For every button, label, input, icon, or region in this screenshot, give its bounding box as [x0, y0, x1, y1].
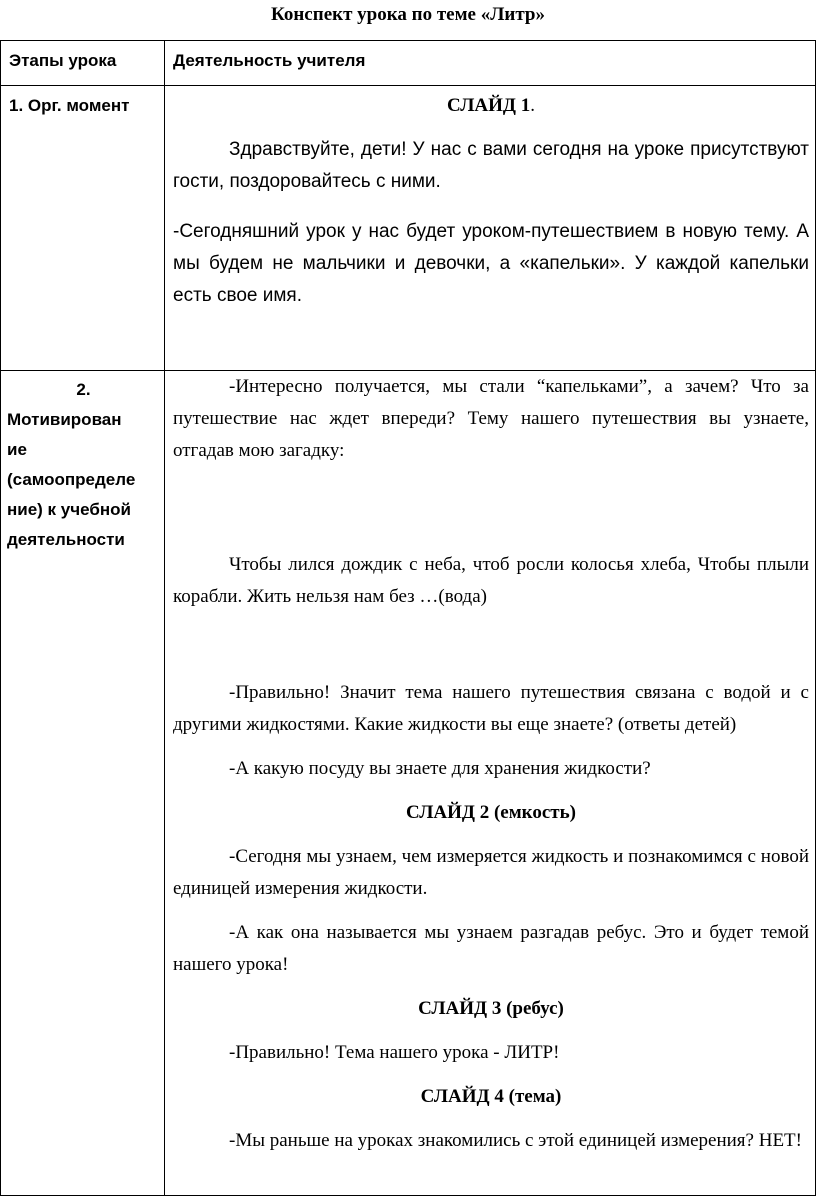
stage-line: (самоопределе — [7, 470, 136, 489]
topic-paragraph: -Правильно! Тема нашего урока - ЛИТР! — [229, 1042, 560, 1063]
intro-paragraph: -Сегодняшний урок у нас будет уроком-путешествием в новую тему. А мы будем не мальчики и девочки, а «капельки». У каждой капельки есть свое имя. — [173, 221, 809, 306]
header-teacher-activity: Деятельность учителя — [165, 41, 816, 86]
stage-line: деятельности — [7, 530, 125, 549]
stage-org-moment: 1. Орг. момент — [1, 86, 165, 371]
table-row — [1, 86, 816, 371]
unit-question-paragraph: -Мы раньше на уроках знакомились с этой единицей измерения? НЕТ! — [229, 1130, 802, 1151]
greeting-paragraph: Здравствуйте, дети! У нас с вами сегодня на уроке присутствуют гости, поздоровайтесь с ними. — [173, 139, 809, 192]
lesson-table — [0, 40, 816, 1196]
document-title: Конспект урока по теме «Литр» — [271, 4, 545, 25]
table-row — [1, 371, 816, 1196]
table-header-row — [1, 41, 816, 86]
slide-3-heading: СЛАЙД 3 (ребус) — [418, 998, 564, 1019]
liquids-paragraph: -Правильно! Значит тема нашего путешествия связана с водой и с другими жидкостями. Какие жидкости вы еще знаете? (ответы детей) — [173, 682, 809, 735]
stage-line: Мотивирован — [7, 410, 122, 429]
stage-line: ние) к учебной — [7, 500, 131, 519]
stage-number: 2. — [76, 380, 91, 399]
slide-1-heading — [173, 90, 809, 122]
header-stages: Этапы урока — [1, 41, 165, 86]
stage-line: ие — [7, 440, 27, 459]
slide-1-suffix: . — [530, 95, 535, 116]
stage-motivation — [1, 371, 165, 1196]
dishes-paragraph: -А какую посуду вы знаете для хранения жидкости? — [229, 758, 651, 779]
slide-4-heading: СЛАЙД 4 (тема) — [420, 1086, 562, 1107]
rebus-paragraph: -А как она называется мы узнаем разгадав ребус. Это и будет темой нашего урока! — [173, 922, 809, 975]
teacher-activity-cell — [165, 86, 816, 371]
teacher-activity-cell — [165, 371, 816, 1196]
slide-2-heading: СЛАЙД 2 (емкость) — [405, 802, 577, 823]
question-paragraph: -Интересно получается, мы стали “капельками”, а зачем? Что за путешествие нас ждет впереди? Тему нашего путешествия вы узнаете, отгадав мою загадку: — [173, 376, 809, 461]
riddle-paragraph: Чтобы лился дождик с неба, чтоб росли колосья хлеба, Чтобы плыли корабли. Жить нельзя нам без …(вода) — [173, 554, 809, 607]
measure-paragraph: -Сегодня мы узнаем, чем измеряется жидкость и познакомимся с новой единицей измерения жидкости. — [173, 846, 809, 899]
slide-1-label: СЛАЙД 1 — [447, 95, 531, 116]
